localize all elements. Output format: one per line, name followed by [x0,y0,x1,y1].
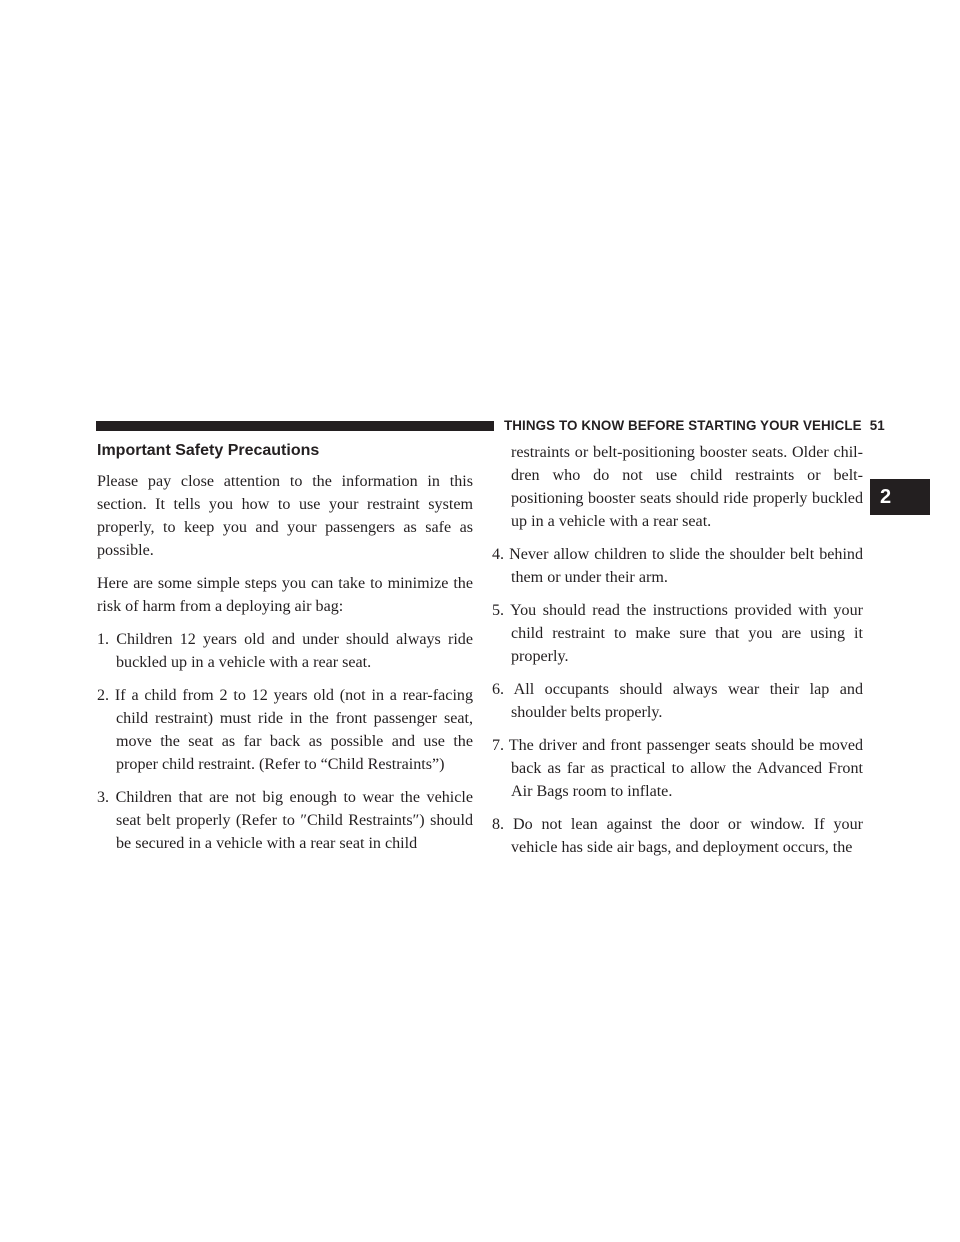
item-number: 1. [97,631,110,648]
item-number: 2. [97,687,110,704]
item-continuation: restraints or belt-positioning booster seats. Older chil-dren who do not use child restraints or belt-positioning booster seats should ride properly buckled up in a vehicle with a rear seat. [511,444,863,530]
item-text: Children that are not big enough to wear the vehicle seat belt properly (Refer to ″Child Restraints″) should be secured in a vehicle with a rear seat in child [115,789,473,852]
safety-steps-list-left [97,628,473,855]
list-item [97,684,473,776]
list-item [492,734,863,803]
running-head [504,416,885,436]
intro-paragraph: Please pay close attention to the information in this section. It tells you how to use your restraint system properly, to keep you and your passengers as safe as possible. [97,473,473,559]
list-item [492,813,863,859]
item-text: Never allow children to slide the shoulder belt behind them or under their arm. [509,546,864,586]
item-text: You should read the instructions provided with your child restraint to make sure that you are using it properly. [510,602,863,665]
page-number: 51 [869,418,885,433]
header-rule [96,421,494,431]
item-number: 7. [492,737,505,754]
section-heading: Important Safety Precautions [97,442,320,459]
item-number: 5. [492,602,505,619]
list-item [492,678,863,724]
chapter-tab: 2 [870,479,930,515]
steps-intro-paragraph: Here are some simple steps you can take to minimize the risk of harm from a deploying air bag: [97,575,473,615]
item-number: 4. [492,546,505,563]
left-column [97,441,473,865]
list-item [97,786,473,855]
list-item [492,599,863,668]
item-number: 6. [492,681,505,698]
item-text: The driver and front passenger seats should be moved back as far as practical to allow the Advanced Front Air Bags room to inflate. [508,737,864,800]
list-item [97,628,473,674]
item-text: All occupants should always wear their lap and shoulder belts properly. [511,681,864,721]
item-text: Children 12 years old and under should always ride buckled up in a vehicle with a rear seat. [116,631,473,671]
item-number: 3. [97,789,110,806]
item-text: If a child from 2 to 12 years old (not in a rear-facing child restraint) must ride in the front passenger seat, move the seat as far back as possible and use the proper child restraint. (Refer to “Child Restraints”) [114,687,474,773]
list-item [492,543,863,589]
safety-steps-list-right [492,543,863,859]
running-title: THINGS TO KNOW BEFORE STARTING YOUR VEHICLE [504,418,862,433]
item-number: 8. [492,816,505,833]
item-text: Do not lean against the door or window. If your vehicle has side air bags, and deployment occurs, the [511,816,863,856]
right-column [492,441,863,869]
